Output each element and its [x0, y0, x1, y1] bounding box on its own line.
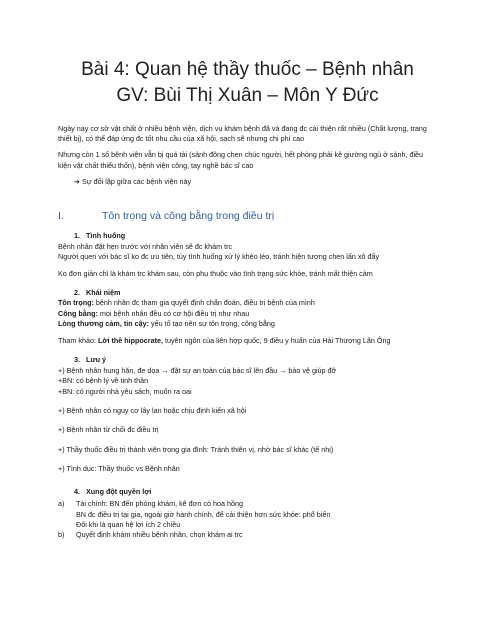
list-item-text: Quyết định khám nhiều bệnh nhân, chọn khám ai trc	[76, 530, 243, 540]
definition-text: bệnh nhân đc tham gia quyết định chẩn đoán, điều trị bệnh của mình	[93, 298, 315, 308]
subheading-4-number: 4.	[74, 486, 80, 496]
definition-term: Công bằng:	[58, 308, 98, 318]
s1-line-1: Bệnh nhân đặt hẹn trước với nhân viên sẽ đc khám trc	[58, 241, 233, 251]
arrow-bullet	[58, 177, 437, 187]
reference-rest: tuyên ngôn của liên hợp quốc, 9 điều y huấn của Hải Thượng Lãn Ông	[162, 335, 391, 345]
arrow-icon: →	[161, 365, 169, 375]
document-subtitle: GV: Bùi Thị Xuân – Môn Y Đức	[116, 84, 379, 106]
subheading-3-title: Lưu ý	[86, 355, 106, 365]
subheading-4	[58, 487, 437, 497]
conflict-list	[58, 499, 437, 541]
subheading-1	[58, 231, 437, 241]
intro-paragraph-2: Nhưng còn 1 số bệnh viện vẫn bị quá tải (sảnh đông chen chúc người, hết phòng phải kê giường ngủ ở sảnh, điều kiện vật chất thiếu thốn), bệnh viện công, tay nghề bác sĩ cao	[58, 150, 424, 170]
list-item-letter: a)	[58, 499, 65, 509]
s3-line-3: +BN: có người nhà yêu sách, muốn ra oai	[58, 386, 192, 396]
definition-term: Lòng thương cảm, tin cậy:	[58, 319, 149, 329]
definition-text: yếu tố tạo nên sự tôn trọng, công bằng	[148, 319, 275, 329]
reference-prefix: Tham khảo:	[58, 335, 98, 345]
list-item-continuation: Đôi khi là quan hệ lợi ích 2 chiều	[76, 520, 181, 530]
s3-line-1	[58, 366, 437, 376]
s3-line-1-part: +) Bệnh nhân hung hăn, đe dọa	[58, 365, 162, 375]
s1-line-2: Người quen với bác sĩ ko đc ưu tiên, tùy tình huống xử lý khéo léo, tránh hiện tượng chen lấn xô đẩy	[58, 252, 380, 262]
s3-line-1-part: bảo vệ giúp đỡ	[286, 365, 337, 375]
subheading-2	[58, 288, 437, 298]
s3-line-2: +BN: có bệnh lý về tinh thần	[58, 376, 149, 386]
intro-paragraph-1: Ngày nay cơ sở vật chất ở nhiều bệnh viện, dịch vụ khám bệnh đã và đang đc cải thiện rất nhiều (Chất lượng, trang thiết bị), có thể đáp ứng đc tốt nhu cầu của xã hội, sạch sẽ nhưng chi phí cao	[58, 123, 427, 143]
list-item	[58, 499, 437, 509]
s3-line-1-part: đặt sự an toàn của bác sĩ lên đầu	[168, 365, 280, 375]
subheading-2-number: 2.	[74, 288, 80, 298]
subheading-3-number: 3.	[74, 355, 80, 365]
subheading-3	[58, 355, 437, 365]
section-heading	[58, 210, 437, 223]
subheading-1-title: Tình huống	[86, 231, 126, 241]
reference-bold: Lời thề hippocrate,	[97, 335, 163, 345]
section-number: I.	[58, 209, 64, 222]
subheading-1-number: 1.	[74, 231, 80, 241]
list-item-letter: b)	[58, 530, 65, 540]
definition-text: mọi bệnh nhân đều có cơ hội điều trị như nhau	[97, 308, 250, 318]
s1-line-3: Ko đơn giản chỉ là khám trc khám sau, còn phụ thuộc vào tình trạng sức khỏe, tránh mất thiện cảm	[58, 268, 373, 278]
definition-term: Tôn trọng:	[58, 298, 94, 308]
s3-line-6: +) Thầy thuốc điều trị thành viên trong gia đình: Tránh thiên vị, nhờ bác sĩ khác (tế nhị)	[58, 444, 334, 454]
definition-respect	[58, 298, 437, 308]
list-item	[58, 530, 437, 540]
subheading-2-title: Khái niệm	[86, 288, 121, 298]
s3-line-7: +) Tình dục: Thầy thuốc vs Bệnh nhân	[58, 464, 180, 474]
reference-line	[58, 336, 437, 346]
section-title: Tôn trọng và công bằng trong điều trị	[102, 209, 275, 222]
list-item-continuation: BN đc điều trị tại gia, ngoài giờ hành chính, để cải thiện hơn sức khỏe: phổ biến	[76, 509, 331, 519]
document-title: Bài 4: Quan hệ thầy thuốc – Bệnh nhân	[81, 59, 414, 80]
arrow-icon: →	[279, 365, 287, 375]
s3-line-5: +) Bệnh nhân từ chối đc điều trị	[58, 425, 159, 435]
arrow-icon: ➔	[74, 177, 81, 187]
subheading-4-title: Xung đột quyền lợi	[86, 486, 152, 496]
arrow-bullet-text: Sự đối lập giữa các bệnh viện này	[82, 177, 192, 187]
list-item-text: Tài chính: BN đến phòng khám, kê đơn có hoa hồng	[76, 499, 243, 509]
definition-fairness	[58, 309, 437, 319]
definition-compassion	[58, 319, 437, 329]
document-body	[58, 124, 437, 541]
s3-line-4: +) Bệnh nhân có nguy cơ lây lan hoặc chịu định kiến xã hội	[58, 405, 247, 415]
